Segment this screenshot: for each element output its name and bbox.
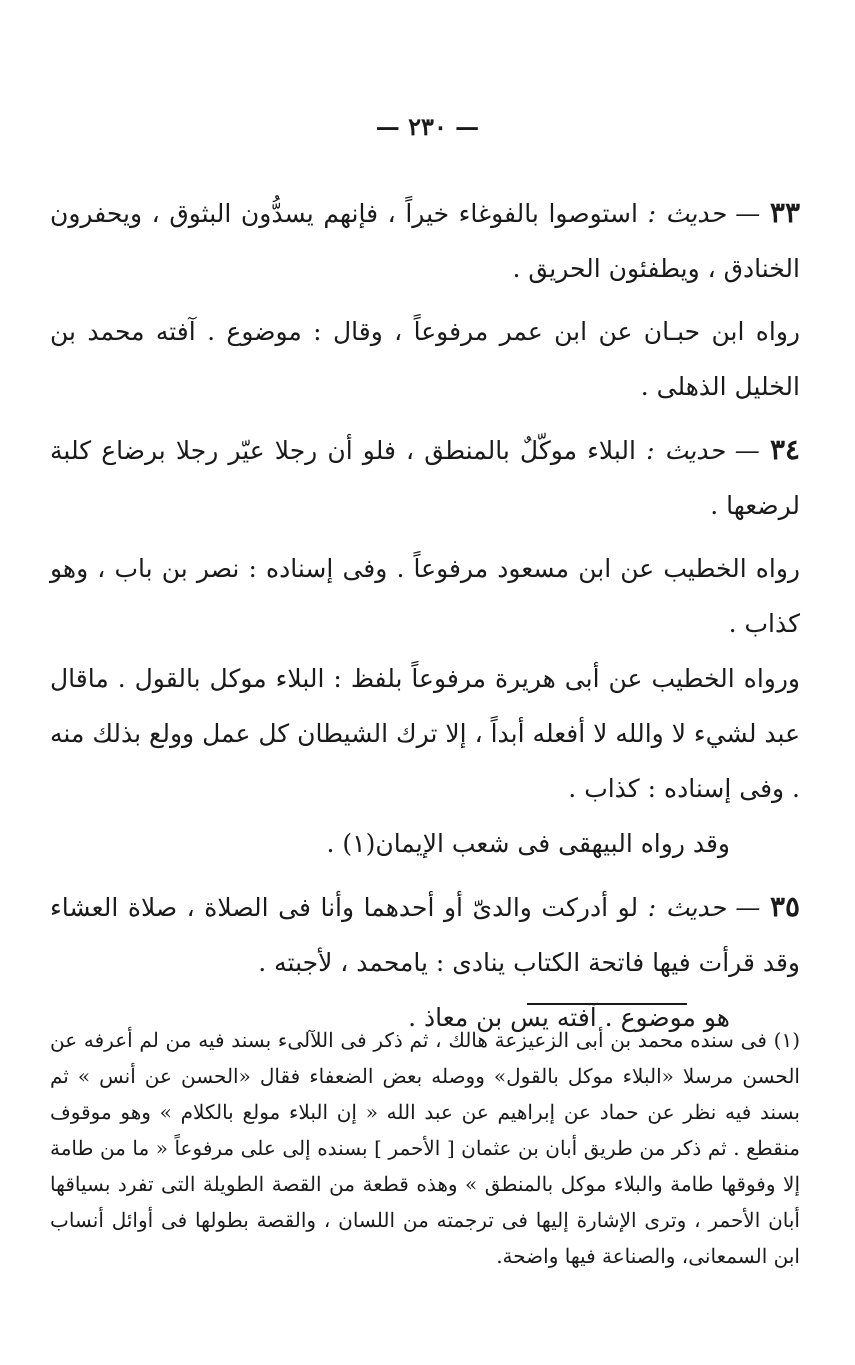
hadith-label: — حديث : <box>646 436 760 465</box>
hadith-entry <box>50 879 800 990</box>
hadith-note: هو موضوع . آفته يس بن معاذ . <box>408 1003 730 1032</box>
hadith-text: لو أدركت والدىّ أو أحدهما وأنا فى الصلاة ، صلاة العشاء وقد قرأت فيها فاتحة الكتاب ينادى : يامحمد ، لأجبته . <box>50 893 800 977</box>
hadith-note: رواه ابن حبـان عن ابن عمر مرفوعاً ، وقال : موضوع . آفته محمد بن الخليل الذهلى . <box>50 317 800 401</box>
hadith-number: ٣٣ <box>769 196 800 229</box>
hadith-label: — حديث : <box>647 893 761 922</box>
hadith-body <box>50 185 800 1045</box>
hadith-text: البلاء موكّلٌ بالمنطق ، فلو أن رجلا عيّر رجلا برضاع كلبة لرضعها . <box>50 436 800 520</box>
hadith-note: رواه الخطيب عن ابن مسعود مرفوعاً . وفى إسناده : نصر بن باب ، وهو كذاب . <box>50 554 800 638</box>
footnote-separator <box>527 1003 687 1005</box>
hadith-label: — حديث : <box>647 199 761 228</box>
hadith-entry <box>50 422 800 533</box>
hadith-text: استوصوا بالفوغاء خيراً ، فإنهم يسدُّون البثوق ، ويحفرون الخنادق ، ويطفئون الحريق . <box>50 199 800 283</box>
hadith-note: ورواه الخطيب عن أبى هريرة مرفوعاً بلفظ : البلاء موكل بالقول . ماقال عبد لشيء لا والله لا أفعله أبداً ، إلا ترك الشيطان كل عمل وولع بذلك منه . وفى إسناده : كذاب . <box>50 664 800 803</box>
hadith-number: ٣٥ <box>769 890 801 923</box>
hadith-note: وقد رواه البيهقى فى شعب الإيمان(١) . <box>326 829 730 858</box>
hadith-number: ٣٤ <box>769 433 801 466</box>
hadith-entry <box>50 185 800 296</box>
footnotes <box>50 1022 800 1274</box>
footnote-text: (١) فى سنده محمد بن أبى الزعيزعة هالك ، ثم ذكر فى اللآلىء بسند فيه من لم أعرفه عن الحسن مرسلا «البلاء موكل بالقول» ووصله بعض الضعفاء فقال «الحسن عن أنس » ثم بسند فيه نظر عن حماد عن إبراهيم عن عبد الله « إن البلاء مولع بالكلام » وهو موقوف منقطع . ثم ذكر من طريق أبان بن عثمان [ الأحمر ] بسنده إلى على مرفوعاً « ما من طامة إلا وفوقها طامة والبلاء موكل بالمنطق » وهذه قطعة من القصة الطويلة التى تفرد بسياقها أبان الأحمر ، وترى الإشارة إليها فى ترجمته من اللسان ، والقصة بطولها فى أوائل أنساب ابن السمعانى، والصناعة فيها واضحة. <box>50 1028 800 1268</box>
page-number: — ٢٣٠ — <box>375 112 480 141</box>
